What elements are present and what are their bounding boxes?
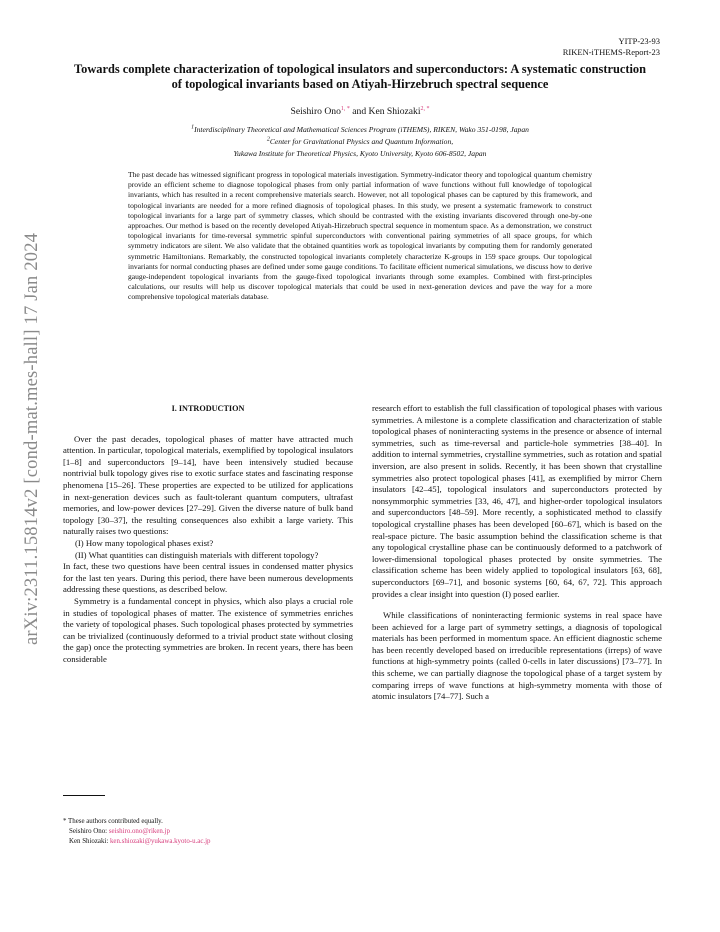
author-mark: 1, * — [340, 105, 350, 112]
paragraph: While classifications of noninteracting fermionic systems in real space have been achieved for a large part of symmetry settings, a diagnosis of topological materials has been performed in momentum space. An efficient diagnostic scheme has been recently developed based on irreducible representations (irreps) of wave functions at high-symmetry points (called 0-cells in later discussions) [73–77]. In this scheme, we can partially diagnose the topological phase of a target system by comparing irreps of wave functions at high-symmetry momenta with those of atomic insulators [74–77]. Such a — [372, 610, 662, 702]
author-mark: 2, * — [420, 105, 430, 112]
affiliation-3: Yukawa Institute for Theoretical Physics, Kyoto University, Kyoto 606-8502, Japan — [233, 149, 487, 158]
report-number-2: RIKEN-iTHEMS-Report-23 — [562, 47, 660, 57]
report-number-1: YITP-23-93 — [618, 36, 660, 46]
left-column — [63, 403, 353, 665]
affiliation-1 — [0, 124, 720, 135]
paragraph: research effort to establish the full classification of topological phases with various symmetries. A milestone is a complete classification and characterization of stable topological phases of noninteracting systems in the presence or absence of internal symmetries, such as time-reversal and particle-hole symmetries [38–40]. In addition to internal symmetries, crystalline symmetries, such as rotation and spatial inversion, are also present in solids. Recently, it has been shown that crystalline symmetries also protect topological phases [41], as exemplified by mirror Chern insulators [42–45], topological insulators and superconductors protected by nonsymmorphic symmetries [33, 46, 47], and higher-order topological insulators and superconductors [48–59]. More recently, a sophisticated method to classify topological crystalline phases has been developed [60–67], which is based on the real-space picture. The basic assumption behind the classification scheme is that any topological crystalline phase can be continuously deformed to a patchwork of lower-dimensional topological phases protected by onsite symmetries. The classification scheme has been widely applied to topological insulators [63, 68], superconductors [69–71], and bosonic systems [60, 64, 67, 72]. This approach provides a clear insight into question (I) posed earlier. — [372, 403, 662, 599]
footnotes — [63, 817, 363, 848]
paragraph: Over the past decades, topological phases of matter have attracted much attention. In particular, topological materials, exemplified by topological insulators [1–8] and superconductors [9–14], have been intensively studied because nontrivial bulk topology gives rise to exotic surface states and fascinating response phenomena [15–26]. These properties are expected to be utilized for applications in next-generation devices such as fault-tolerant quantum computers, ultrafast memories, and low-power devices [27–29]. Given the diverse nature of bulk band topology [30–37], the resulting consequences also exhibit a large variety. This naturally raises two questions: — [63, 433, 353, 537]
footnote-email-1 — [63, 827, 363, 837]
footnote-equal-contribution: * These authors contributed equally. — [63, 818, 163, 825]
paper-title: Towards complete characterization of topological insulators and superconductors: A systematic construction of topological invariants based on Atiyah-Hirzebruch spectral sequence — [74, 62, 646, 91]
author-connector: and — [349, 106, 369, 117]
paragraph: In fact, these two questions have been central issues in condensed matter physics for the last ten years. During this period, there have been numerous developments addressing these questions, as described below. — [63, 561, 353, 595]
right-column — [372, 403, 662, 703]
affiliation-mark: 2 — [266, 136, 270, 143]
section-heading: I. INTRODUCTION — [171, 404, 245, 413]
footnote-label: Seishiro Ono: — [69, 828, 109, 836]
question-item: (II) What quantities can distinguish materials with different topology? — [75, 549, 319, 560]
author-line — [0, 106, 720, 117]
question-list — [63, 538, 353, 561]
question-item: (I) How many topological phases exist? — [75, 537, 214, 548]
abstract: The past decade has witnessed significant progress in topological materials investigation. Symmetry-indicator theory and topological quantum chemistry provide an efficient scheme to diagnose topological phases from only partial information of wave functions without full knowledge of topological invariants, which has resulted in a recent comprehensive materials search. However, not all topological phases can be captured by this framework, and topological invariants are needed for a more refined diagnosis of topological phases. In this study, we present a systematic framework to construct topological invariants for a large part of symmetry classes, which should be contrasted with the existing invariants discovered through one-by-one approaches. Our method is based on the recently developed Atiyah-Hirzebruch spectral sequence in momentum space. As a demonstration, we construct topological invariants for time-reversal symmetric spinful superconductors with conventional pairing symmetries of all space groups, for which symmetry indicators are silent. We also validate that the obtained quantities work as topological invariants by computing them for randomly generated symmetric Hamiltonians. Remarkably, the constructed topological invariants completely characterize K-groups in 159 space groups. Our topological invariants for normal conducting phases are defined under some gauge conditions. To facilitate efficient numerical simulations, we discuss how to derive gauge-independent topological invariants from the gauge-fixed topological invariants through some examples. Combined with first-principles calculations, our results will help us discover topological materials that could be used in next-generation devices and pave the way for a more comprehensive topological materials database. — [128, 170, 592, 302]
email-link[interactable]: seishiro.ono@riken.jp — [108, 828, 170, 836]
email-link[interactable]: ken.shiozaki@yukawa.kyoto-u.ac.jp — [109, 838, 211, 846]
affiliation-mark: 1 — [191, 124, 195, 131]
affiliation-text: Interdisciplinary Theoretical and Mathematical Sciences Program (iTHEMS), RIKEN, Wako 351-0198, Japan — [194, 125, 529, 134]
author-name: Ken Shiozaki — [368, 106, 421, 117]
author-name: Seishiro Ono — [290, 106, 341, 117]
paragraph: Symmetry is a fundamental concept in physics, which also plays a crucial role in studies of topological phases of matter. The existence of symmetries enriches the variety of topological phases. Such topological phases protected by symmetries can be trivialized (continuously deformed to a trivial product state without closing the gap) once the protecting symmetries are broken. In recent years, there has been considerable — [63, 595, 353, 664]
affiliation-2 — [0, 136, 720, 147]
footnote-email-2 — [63, 837, 363, 847]
affiliation-text: Center for Gravitational Physics and Quantum Information, — [269, 137, 454, 146]
footnote-label: Ken Shiozaki: — [69, 838, 110, 846]
footnote-divider — [63, 795, 105, 796]
arxiv-identifier: arXiv:2311.15814v2 [cond-mat.mes-hall] 17 Jan 2024 — [22, 232, 42, 645]
